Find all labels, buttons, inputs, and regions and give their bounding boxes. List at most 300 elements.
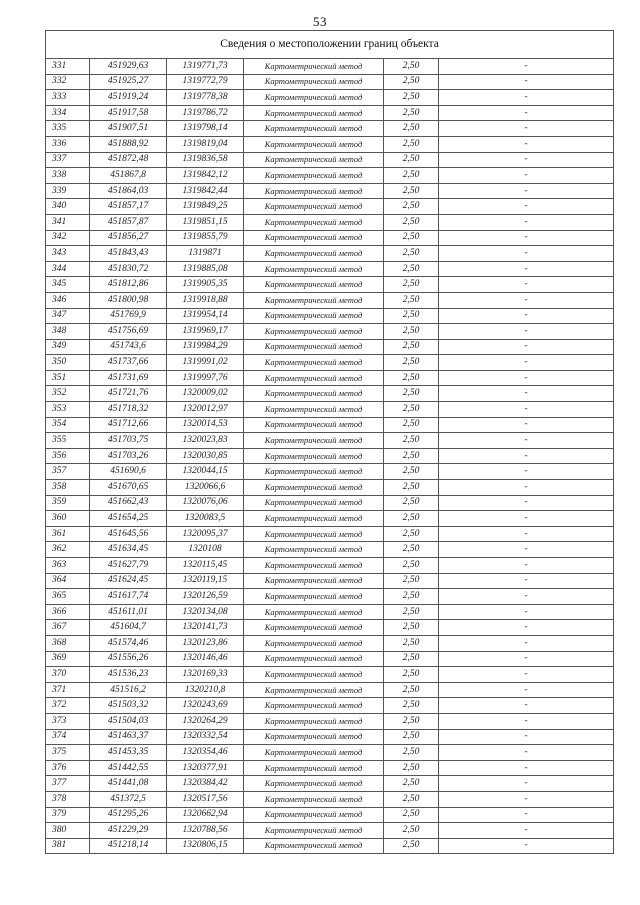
- accuracy-cell: 2,50: [384, 776, 439, 792]
- table-row: [46, 698, 614, 714]
- method-cell: Картометрический метод: [244, 105, 384, 121]
- x-coordinate-cell: 451604,7: [90, 620, 167, 636]
- y-coordinate-cell: 1319771,73: [167, 59, 244, 75]
- accuracy-cell: 2,50: [384, 417, 439, 433]
- y-coordinate-cell: 1320210,8: [167, 682, 244, 698]
- table-row: [46, 558, 614, 574]
- point-number-cell: 368: [46, 635, 90, 651]
- accuracy-cell: 2,50: [384, 152, 439, 168]
- x-coordinate-cell: 451624,45: [90, 573, 167, 589]
- method-cell: Картометрический метод: [244, 651, 384, 667]
- y-coordinate-cell: 1320264,29: [167, 713, 244, 729]
- method-cell: Картометрический метод: [244, 542, 384, 558]
- description-cell: -: [439, 480, 614, 496]
- accuracy-cell: 2,50: [384, 199, 439, 215]
- point-number-cell: 337: [46, 152, 90, 168]
- table-row: [46, 105, 614, 121]
- y-coordinate-cell: 1319905,35: [167, 277, 244, 293]
- table-row: [46, 745, 614, 761]
- table-row: [46, 417, 614, 433]
- y-coordinate-cell: 1320095,37: [167, 526, 244, 542]
- accuracy-cell: 2,50: [384, 791, 439, 807]
- table-row: [46, 713, 614, 729]
- method-cell: Картометрический метод: [244, 324, 384, 340]
- description-cell: -: [439, 152, 614, 168]
- method-cell: Картометрический метод: [244, 136, 384, 152]
- accuracy-cell: 2,50: [384, 370, 439, 386]
- x-coordinate-cell: 451654,25: [90, 511, 167, 527]
- table-row: [46, 74, 614, 90]
- x-coordinate-cell: 451907,51: [90, 121, 167, 137]
- x-coordinate-cell: 451864,03: [90, 183, 167, 199]
- accuracy-cell: 2,50: [384, 136, 439, 152]
- method-cell: Картометрический метод: [244, 558, 384, 574]
- table-row: [46, 433, 614, 449]
- method-cell: Картометрический метод: [244, 526, 384, 542]
- x-coordinate-cell: 451712,66: [90, 417, 167, 433]
- description-cell: -: [439, 698, 614, 714]
- x-coordinate-cell: 451929,63: [90, 59, 167, 75]
- point-number-cell: 334: [46, 105, 90, 121]
- accuracy-cell: 2,50: [384, 386, 439, 402]
- y-coordinate-cell: 1320126,59: [167, 589, 244, 605]
- table-row: [46, 511, 614, 527]
- accuracy-cell: 2,50: [384, 324, 439, 340]
- description-cell: -: [439, 74, 614, 90]
- point-number-cell: 375: [46, 745, 90, 761]
- description-cell: -: [439, 168, 614, 184]
- point-number-cell: 354: [46, 417, 90, 433]
- point-number-cell: 357: [46, 464, 90, 480]
- method-cell: Картометрический метод: [244, 838, 384, 854]
- accuracy-cell: 2,50: [384, 558, 439, 574]
- description-cell: -: [439, 324, 614, 340]
- method-cell: Картометрический метод: [244, 807, 384, 823]
- y-coordinate-cell: 1320012,97: [167, 402, 244, 418]
- description-cell: -: [439, 370, 614, 386]
- x-coordinate-cell: 451441,08: [90, 776, 167, 792]
- method-cell: Картометрический метод: [244, 402, 384, 418]
- point-number-cell: 358: [46, 480, 90, 496]
- x-coordinate-cell: 451769,9: [90, 308, 167, 324]
- point-number-cell: 348: [46, 324, 90, 340]
- method-cell: Картометрический метод: [244, 823, 384, 839]
- boundary-coordinates-table: [45, 30, 614, 854]
- method-cell: Картометрический метод: [244, 635, 384, 651]
- point-number-cell: 349: [46, 339, 90, 355]
- table-row: [46, 682, 614, 698]
- table-row: [46, 620, 614, 636]
- table-row: [46, 823, 614, 839]
- accuracy-cell: 2,50: [384, 183, 439, 199]
- point-number-cell: 342: [46, 230, 90, 246]
- x-coordinate-cell: 451812,86: [90, 277, 167, 293]
- description-cell: -: [439, 214, 614, 230]
- x-coordinate-cell: 451888,92: [90, 136, 167, 152]
- y-coordinate-cell: 1320662,94: [167, 807, 244, 823]
- table-row: [46, 199, 614, 215]
- point-number-cell: 353: [46, 402, 90, 418]
- point-number-cell: 359: [46, 495, 90, 511]
- method-cell: Картометрический метод: [244, 433, 384, 449]
- accuracy-cell: 2,50: [384, 838, 439, 854]
- point-number-cell: 332: [46, 74, 90, 90]
- accuracy-cell: 2,50: [384, 246, 439, 262]
- method-cell: Картометрический метод: [244, 152, 384, 168]
- method-cell: Картометрический метод: [244, 448, 384, 464]
- accuracy-cell: 2,50: [384, 464, 439, 480]
- y-coordinate-cell: 1319786,72: [167, 105, 244, 121]
- description-cell: -: [439, 464, 614, 480]
- method-cell: Картометрический метод: [244, 604, 384, 620]
- accuracy-cell: 2,50: [384, 651, 439, 667]
- description-cell: -: [439, 355, 614, 371]
- table-row: [46, 495, 614, 511]
- method-cell: Картометрический метод: [244, 370, 384, 386]
- description-cell: -: [439, 495, 614, 511]
- method-cell: Картометрический метод: [244, 745, 384, 761]
- y-coordinate-cell: 1320030,85: [167, 448, 244, 464]
- y-coordinate-cell: 1320119,15: [167, 573, 244, 589]
- accuracy-cell: 2,50: [384, 105, 439, 121]
- y-coordinate-cell: 1319997,76: [167, 370, 244, 386]
- x-coordinate-cell: 451872,48: [90, 152, 167, 168]
- method-cell: Картометрический метод: [244, 74, 384, 90]
- point-number-cell: 367: [46, 620, 90, 636]
- method-cell: Картометрический метод: [244, 495, 384, 511]
- y-coordinate-cell: 1320354,46: [167, 745, 244, 761]
- y-coordinate-cell: 1320108: [167, 542, 244, 558]
- accuracy-cell: 2,50: [384, 261, 439, 277]
- x-coordinate-cell: 451372,5: [90, 791, 167, 807]
- y-coordinate-cell: 1320806,15: [167, 838, 244, 854]
- y-coordinate-cell: 1320384,42: [167, 776, 244, 792]
- table-row: [46, 277, 614, 293]
- y-coordinate-cell: 1319871: [167, 246, 244, 262]
- description-cell: -: [439, 573, 614, 589]
- accuracy-cell: 2,50: [384, 823, 439, 839]
- y-coordinate-cell: 1320066,6: [167, 480, 244, 496]
- description-cell: -: [439, 745, 614, 761]
- y-coordinate-cell: 1320023,83: [167, 433, 244, 449]
- table-row: [46, 370, 614, 386]
- x-coordinate-cell: 451463,37: [90, 729, 167, 745]
- table-row: [46, 807, 614, 823]
- method-cell: Картометрический метод: [244, 183, 384, 199]
- table-row: [46, 230, 614, 246]
- accuracy-cell: 2,50: [384, 277, 439, 293]
- accuracy-cell: 2,50: [384, 495, 439, 511]
- description-cell: -: [439, 542, 614, 558]
- table-row: [46, 402, 614, 418]
- x-coordinate-cell: 451919,24: [90, 90, 167, 106]
- page-number: 53: [313, 14, 327, 29]
- point-number-cell: 344: [46, 261, 90, 277]
- description-cell: -: [439, 838, 614, 854]
- method-cell: Картометрический метод: [244, 760, 384, 776]
- table-row: [46, 635, 614, 651]
- x-coordinate-cell: 451536,23: [90, 667, 167, 683]
- y-coordinate-cell: 1319819,04: [167, 136, 244, 152]
- x-coordinate-cell: 451856,27: [90, 230, 167, 246]
- y-coordinate-cell: 1319836,58: [167, 152, 244, 168]
- point-number-cell: 331: [46, 59, 90, 75]
- accuracy-cell: 2,50: [384, 511, 439, 527]
- description-cell: -: [439, 90, 614, 106]
- method-cell: Картометрический метод: [244, 339, 384, 355]
- description-cell: -: [439, 791, 614, 807]
- table-title-row: [46, 31, 614, 59]
- table-row: [46, 308, 614, 324]
- table-row: [46, 152, 614, 168]
- point-number-cell: 376: [46, 760, 90, 776]
- method-cell: Картометрический метод: [244, 386, 384, 402]
- y-coordinate-cell: 1320377,91: [167, 760, 244, 776]
- point-number-cell: 339: [46, 183, 90, 199]
- description-cell: -: [439, 433, 614, 449]
- method-cell: Картометрический метод: [244, 90, 384, 106]
- y-coordinate-cell: 1320141,73: [167, 620, 244, 636]
- point-number-cell: 340: [46, 199, 90, 215]
- description-cell: -: [439, 635, 614, 651]
- point-number-cell: 362: [46, 542, 90, 558]
- method-cell: Картометрический метод: [244, 620, 384, 636]
- accuracy-cell: 2,50: [384, 121, 439, 137]
- point-number-cell: 363: [46, 558, 90, 574]
- table-row: [46, 324, 614, 340]
- point-number-cell: 336: [46, 136, 90, 152]
- x-coordinate-cell: 451503,32: [90, 698, 167, 714]
- y-coordinate-cell: 1319855,79: [167, 230, 244, 246]
- x-coordinate-cell: 451718,32: [90, 402, 167, 418]
- method-cell: Картометрический метод: [244, 464, 384, 480]
- x-coordinate-cell: 451721,76: [90, 386, 167, 402]
- description-cell: -: [439, 667, 614, 683]
- x-coordinate-cell: 451634,45: [90, 542, 167, 558]
- method-cell: Картометрический метод: [244, 480, 384, 496]
- accuracy-cell: 2,50: [384, 230, 439, 246]
- method-cell: Картометрический метод: [244, 729, 384, 745]
- x-coordinate-cell: 451830,72: [90, 261, 167, 277]
- accuracy-cell: 2,50: [384, 760, 439, 776]
- y-coordinate-cell: 1319991,02: [167, 355, 244, 371]
- y-coordinate-cell: 1320243,69: [167, 698, 244, 714]
- method-cell: Картометрический метод: [244, 261, 384, 277]
- method-cell: Картометрический метод: [244, 168, 384, 184]
- description-cell: -: [439, 776, 614, 792]
- description-cell: -: [439, 620, 614, 636]
- x-coordinate-cell: 451295,26: [90, 807, 167, 823]
- y-coordinate-cell: 1319918,88: [167, 292, 244, 308]
- description-cell: -: [439, 807, 614, 823]
- method-cell: Картометрический метод: [244, 277, 384, 293]
- method-cell: Картометрический метод: [244, 713, 384, 729]
- x-coordinate-cell: 451857,87: [90, 214, 167, 230]
- accuracy-cell: 2,50: [384, 339, 439, 355]
- accuracy-cell: 2,50: [384, 713, 439, 729]
- description-cell: -: [439, 105, 614, 121]
- table-row: [46, 292, 614, 308]
- y-coordinate-cell: 1320134,08: [167, 604, 244, 620]
- method-cell: Картометрический метод: [244, 698, 384, 714]
- description-cell: -: [439, 339, 614, 355]
- method-cell: Картометрический метод: [244, 199, 384, 215]
- table-row: [46, 121, 614, 137]
- method-cell: Картометрический метод: [244, 682, 384, 698]
- accuracy-cell: 2,50: [384, 168, 439, 184]
- x-coordinate-cell: 451662,43: [90, 495, 167, 511]
- y-coordinate-cell: 1320044,15: [167, 464, 244, 480]
- description-cell: -: [439, 589, 614, 605]
- table-row: [46, 386, 614, 402]
- method-cell: Картометрический метод: [244, 791, 384, 807]
- x-coordinate-cell: 451800,98: [90, 292, 167, 308]
- x-coordinate-cell: 451218,14: [90, 838, 167, 854]
- y-coordinate-cell: 1319954,14: [167, 308, 244, 324]
- point-number-cell: 366: [46, 604, 90, 620]
- description-cell: -: [439, 417, 614, 433]
- accuracy-cell: 2,50: [384, 729, 439, 745]
- y-coordinate-cell: 1320076,06: [167, 495, 244, 511]
- table-row: [46, 90, 614, 106]
- point-number-cell: 361: [46, 526, 90, 542]
- y-coordinate-cell: 1320517,56: [167, 791, 244, 807]
- accuracy-cell: 2,50: [384, 59, 439, 75]
- table-row: [46, 355, 614, 371]
- table-row: [46, 214, 614, 230]
- point-number-cell: 370: [46, 667, 90, 683]
- description-cell: -: [439, 277, 614, 293]
- accuracy-cell: 2,50: [384, 620, 439, 636]
- table-row: [46, 183, 614, 199]
- y-coordinate-cell: 1320146,46: [167, 651, 244, 667]
- table-title: Сведения о местоположении границ объекта: [46, 31, 614, 59]
- point-number-cell: 360: [46, 511, 90, 527]
- accuracy-cell: 2,50: [384, 480, 439, 496]
- accuracy-cell: 2,50: [384, 526, 439, 542]
- point-number-cell: 338: [46, 168, 90, 184]
- method-cell: Картометрический метод: [244, 214, 384, 230]
- table-row: [46, 59, 614, 75]
- description-cell: -: [439, 246, 614, 262]
- method-cell: Картометрический метод: [244, 417, 384, 433]
- x-coordinate-cell: 451670,65: [90, 480, 167, 496]
- description-cell: -: [439, 823, 614, 839]
- description-cell: -: [439, 604, 614, 620]
- description-cell: -: [439, 713, 614, 729]
- point-number-cell: 380: [46, 823, 90, 839]
- y-coordinate-cell: 1319849,25: [167, 199, 244, 215]
- table-row: [46, 589, 614, 605]
- description-cell: -: [439, 402, 614, 418]
- description-cell: -: [439, 292, 614, 308]
- accuracy-cell: 2,50: [384, 589, 439, 605]
- point-number-cell: 381: [46, 838, 90, 854]
- description-cell: -: [439, 308, 614, 324]
- description-cell: -: [439, 682, 614, 698]
- point-number-cell: 333: [46, 90, 90, 106]
- description-cell: -: [439, 230, 614, 246]
- point-number-cell: 350: [46, 355, 90, 371]
- x-coordinate-cell: 451917,58: [90, 105, 167, 121]
- y-coordinate-cell: 1320788,56: [167, 823, 244, 839]
- description-cell: -: [439, 261, 614, 277]
- accuracy-cell: 2,50: [384, 355, 439, 371]
- accuracy-cell: 2,50: [384, 214, 439, 230]
- point-number-cell: 352: [46, 386, 90, 402]
- table-row: [46, 667, 614, 683]
- method-cell: Картометрический метод: [244, 573, 384, 589]
- x-coordinate-cell: 451611,01: [90, 604, 167, 620]
- table-row: [46, 464, 614, 480]
- accuracy-cell: 2,50: [384, 433, 439, 449]
- point-number-cell: 377: [46, 776, 90, 792]
- point-number-cell: 372: [46, 698, 90, 714]
- description-cell: -: [439, 760, 614, 776]
- x-coordinate-cell: 451229,29: [90, 823, 167, 839]
- description-cell: -: [439, 729, 614, 745]
- table-row: [46, 261, 614, 277]
- x-coordinate-cell: 451453,35: [90, 745, 167, 761]
- method-cell: Картометрический метод: [244, 355, 384, 371]
- point-number-cell: 351: [46, 370, 90, 386]
- y-coordinate-cell: 1319984,29: [167, 339, 244, 355]
- point-number-cell: 373: [46, 713, 90, 729]
- point-number-cell: 345: [46, 277, 90, 293]
- point-number-cell: 369: [46, 651, 90, 667]
- description-cell: -: [439, 511, 614, 527]
- table-row: [46, 604, 614, 620]
- table-row: [46, 136, 614, 152]
- x-coordinate-cell: 451556,26: [90, 651, 167, 667]
- table-row: [46, 246, 614, 262]
- x-coordinate-cell: 451731,69: [90, 370, 167, 386]
- x-coordinate-cell: 451703,26: [90, 448, 167, 464]
- method-cell: Картометрический метод: [244, 59, 384, 75]
- method-cell: Картометрический метод: [244, 230, 384, 246]
- description-cell: -: [439, 199, 614, 215]
- y-coordinate-cell: 1320014,53: [167, 417, 244, 433]
- accuracy-cell: 2,50: [384, 74, 439, 90]
- accuracy-cell: 2,50: [384, 807, 439, 823]
- point-number-cell: 346: [46, 292, 90, 308]
- accuracy-cell: 2,50: [384, 682, 439, 698]
- x-coordinate-cell: 451442,55: [90, 760, 167, 776]
- y-coordinate-cell: 1319851,15: [167, 214, 244, 230]
- accuracy-cell: 2,50: [384, 292, 439, 308]
- y-coordinate-cell: 1320009,02: [167, 386, 244, 402]
- point-number-cell: 365: [46, 589, 90, 605]
- table-row: [46, 729, 614, 745]
- accuracy-cell: 2,50: [384, 698, 439, 714]
- y-coordinate-cell: 1319772,79: [167, 74, 244, 90]
- table-row: [46, 542, 614, 558]
- point-number-cell: 343: [46, 246, 90, 262]
- description-cell: -: [439, 651, 614, 667]
- description-cell: -: [439, 59, 614, 75]
- point-number-cell: 335: [46, 121, 90, 137]
- y-coordinate-cell: 1319842,44: [167, 183, 244, 199]
- y-coordinate-cell: 1320115,45: [167, 558, 244, 574]
- description-cell: -: [439, 526, 614, 542]
- method-cell: Картометрический метод: [244, 511, 384, 527]
- y-coordinate-cell: 1319842,12: [167, 168, 244, 184]
- point-number-cell: 355: [46, 433, 90, 449]
- x-coordinate-cell: 451843,43: [90, 246, 167, 262]
- point-number-cell: 371: [46, 682, 90, 698]
- accuracy-cell: 2,50: [384, 667, 439, 683]
- method-cell: Картометрический метод: [244, 121, 384, 137]
